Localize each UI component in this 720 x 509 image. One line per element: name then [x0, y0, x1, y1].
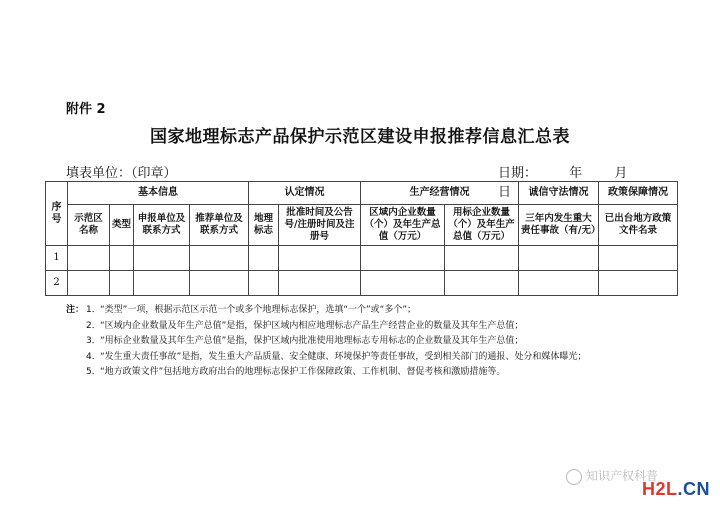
row-number: 1 — [46, 246, 68, 271]
table-cell[interactable] — [279, 246, 361, 271]
col-type: 类型 — [110, 205, 134, 246]
table-cell[interactable] — [361, 246, 445, 271]
note-number: 5． — [86, 367, 101, 377]
note-text: “用标企业数量及其年生产总值”是指，保护区域内批准使用地理标志专用标志的企业数量及其年生产总值； — [100, 336, 524, 346]
note-text: “区域内企业数量及年生产总值”是指，保护区域内相应地理标志产品生产经营企业的数量及其年生产总值； — [100, 320, 524, 331]
col-approval: 批准时间及公告号/注册时间及注册号 — [279, 205, 361, 246]
notes-label: 注： — [66, 305, 85, 315]
table-cell[interactable] — [279, 271, 361, 296]
col-gi: 地理标志 — [249, 205, 279, 246]
page-title: 国家地理标志产品保护示范区建设申报推荐信息汇总表 — [150, 127, 570, 147]
header-integrity: 诚信守法情况 — [519, 182, 599, 205]
table-cell[interactable] — [134, 246, 190, 271]
table-cell[interactable] — [68, 271, 110, 296]
wechat-icon — [566, 469, 582, 485]
table-cell[interactable] — [445, 271, 519, 296]
col-enterprises: 区域内企业数量（个）及年生产总值（万元） — [361, 205, 445, 246]
table-header-column-row — [46, 205, 678, 246]
col-accidents: 三年内发生重大责任事故（有/无） — [519, 205, 599, 246]
note-number: 2． — [86, 320, 101, 331]
table-cell[interactable] — [68, 246, 110, 271]
table-row — [46, 271, 678, 296]
fill-unit-label: 填表单位：（印章） — [66, 166, 177, 181]
note-text: “地方政策文件”包括地方政府出台的地理标志保护工作保障政策、工作机制、督促考核和激励措施等。 — [100, 367, 506, 377]
table-cell[interactable] — [110, 271, 134, 296]
header-seq: 序号 — [46, 182, 68, 246]
table-cell[interactable] — [519, 271, 599, 296]
notes-section — [66, 303, 586, 381]
table-header-group-row — [46, 182, 678, 205]
note-item — [86, 365, 586, 381]
header-production: 生产经营情况 — [361, 182, 519, 205]
header-recognition: 认定情况 — [249, 182, 361, 205]
table-cell[interactable] — [249, 271, 279, 296]
note-number: 1． — [86, 305, 101, 315]
col-applicant: 申报单位及联系方式 — [134, 205, 190, 246]
note-item — [86, 303, 586, 319]
table-cell[interactable] — [519, 246, 599, 271]
note-number: 3． — [86, 336, 101, 346]
attachment-label: 附件 2 — [66, 102, 106, 117]
note-text: “发生重大责任事故”是指，发生重大产品质量、安全健康、环境保护等责任事故，受到相关部门的通报、处分和媒体曝光； — [100, 351, 587, 362]
table-cell[interactable] — [110, 246, 134, 271]
table-cell[interactable] — [249, 246, 279, 271]
summary-table — [45, 181, 678, 296]
site-logo-suffix: .CN — [677, 479, 710, 499]
table-cell[interactable] — [361, 271, 445, 296]
table-cell[interactable] — [599, 271, 678, 296]
col-zone-name: 示范区名称 — [68, 205, 110, 246]
site-logo-main: H2L — [641, 479, 678, 499]
date-prefix: 日期： — [498, 166, 538, 181]
note-item — [86, 334, 586, 350]
col-policy-docs: 已出台地方政策文件名录 — [599, 205, 678, 246]
table-cell[interactable] — [599, 246, 678, 271]
date-day: 日 — [498, 185, 512, 200]
date-year: 年 — [569, 166, 583, 181]
date-month: 月 — [614, 166, 628, 181]
table-cell[interactable] — [134, 271, 190, 296]
header-policy: 政策保障情况 — [599, 182, 678, 205]
col-mark-users: 用标企业数量（个）及年生产总值（万元） — [445, 205, 519, 246]
note-number: 4． — [86, 351, 101, 362]
table-cell[interactable] — [190, 246, 249, 271]
header-basic-info: 基本信息 — [68, 182, 249, 205]
note-item — [86, 319, 586, 335]
note-text: “类型”一项，根据示范区示范一个或多个地理标志保护，选填“一个”或“多个”； — [100, 305, 416, 315]
table-cell[interactable] — [445, 246, 519, 271]
row-number: 2 — [46, 271, 68, 296]
watermark-text: 知识产权科普 — [586, 469, 659, 483]
col-recommender: 推荐单位及联系方式 — [190, 205, 249, 246]
table-row — [46, 246, 678, 271]
note-item — [86, 350, 586, 366]
table-cell[interactable] — [190, 271, 249, 296]
site-logo — [642, 479, 710, 500]
